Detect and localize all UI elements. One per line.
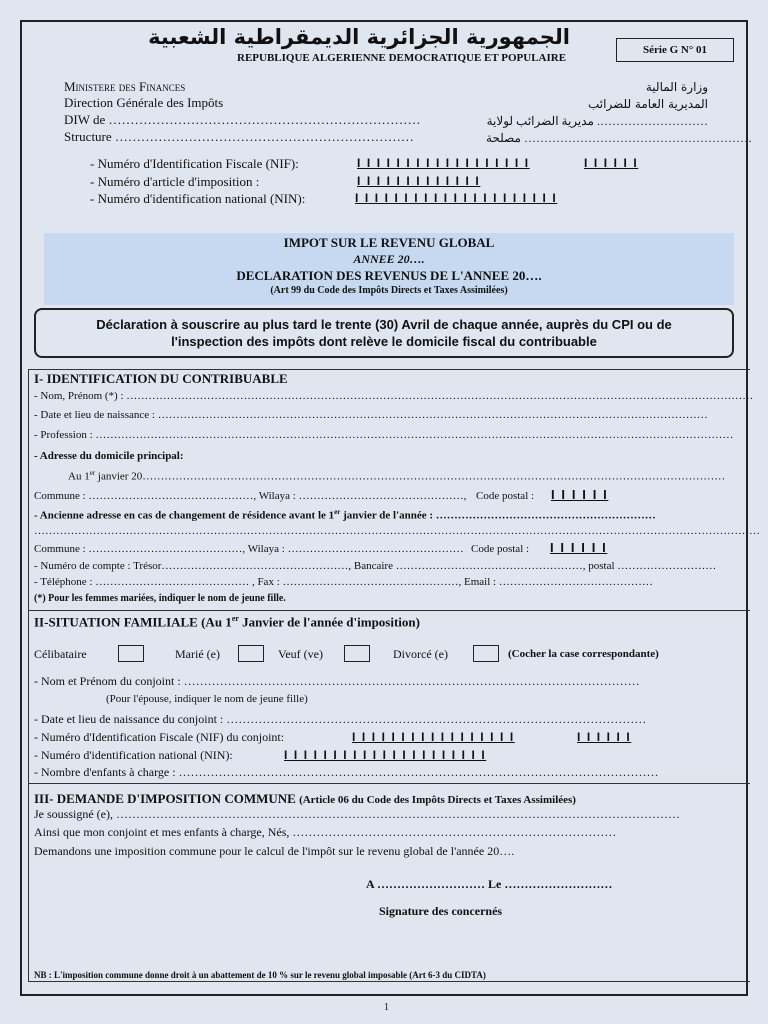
soussigne-field[interactable]: Je soussigné (e), …………………………………………………………………………………………………………………………… xyxy=(34,807,680,821)
commune-wilaya-1[interactable]: Commune : ………………………………………, Wilaya : ………………………………………, xyxy=(34,490,467,502)
conjoint-enfants-field[interactable]: Ainsi que mon conjoint et mes enfants à charge, Nés, ……………………………………………………………………… xyxy=(34,825,617,839)
marie-checkbox[interactable] xyxy=(238,645,264,662)
notice-box xyxy=(34,308,734,358)
diw-ar-text: ………………………. مديرية الضرائب لولاية xyxy=(486,114,708,128)
section3-heading xyxy=(34,791,576,807)
nif-conjoint-boxes-b[interactable]: I I I I I I xyxy=(577,730,632,744)
epouse-note: (Pour l'épouse, indiquer le nom de jeune fille) xyxy=(106,693,308,705)
serie-box: Série G N° 01 xyxy=(616,38,734,62)
ministry-fr: Ministere des Finances xyxy=(64,79,186,94)
notice-line1: Déclaration à souscrire au plus tard le trente (30) Avril de chaque année, auprès du CPI ou de xyxy=(96,317,672,332)
code-postal-label-1: Code postal : xyxy=(476,490,535,502)
structure-fr: Structure …………………………………………………………… xyxy=(64,129,414,144)
veuf-label: Veuf (ve) xyxy=(278,647,323,661)
femmes-note: (*) Pour les femmes mariées, indiquer le nom de jeune fille. xyxy=(34,593,286,604)
section-divider-1 xyxy=(28,610,750,611)
article-label: - Numéro d'article d'imposition : xyxy=(90,174,260,189)
adresse-au-field[interactable] xyxy=(68,469,725,483)
diw-fr: DIW de ……………………………………………………………… xyxy=(64,112,421,127)
ancienne-suffix: janvier de l'année : …………………………………………………… xyxy=(340,509,656,522)
nif-boxes-b[interactable]: I I I I I I xyxy=(584,156,639,170)
cocher-note: (Cocher la case correspondante) xyxy=(508,648,659,660)
nom-conjoint-field[interactable]: - Nom et Prénom du conjoint : …………………………………………………………………………………………………… xyxy=(34,674,640,688)
structure-ar-text: ………………………………………………… مصلحة xyxy=(486,131,752,145)
direction-ar: المديرية العامة للضرائب xyxy=(588,97,708,111)
au-sup: er xyxy=(89,469,96,477)
code-postal-boxes-1[interactable]: I I I I I I xyxy=(551,487,609,502)
section2-heading xyxy=(34,614,420,630)
veuf-checkbox[interactable] xyxy=(344,645,370,662)
section-divider-2 xyxy=(28,783,750,784)
naissance-conjoint-field[interactable]: - Date et lieu de naissance du conjoint : …………………………………………………………………………………………… xyxy=(34,712,647,726)
french-republic-title: REPUBLIQUE ALGERIENNE DEMOCRATIQUE ET POPULAIRE xyxy=(237,52,567,64)
signature-label: Signature des concernés xyxy=(379,904,503,918)
nin-conjoint-boxes[interactable]: I I I I I I I I I I I I I I I I I I I I I xyxy=(284,748,487,762)
ancienne-sup: er xyxy=(334,508,341,516)
nin-label: - Numéro d'identification national (NIN): xyxy=(90,191,306,206)
section3-heading-text: III- DEMANDE D'IMPOSITION COMMUNE xyxy=(34,791,296,806)
title-block xyxy=(44,233,734,305)
lieu-date-field[interactable]: A ……………………… Le ……………………… xyxy=(366,877,613,891)
nb-note: NB : L'imposition commune donne droit à un abattement de 10 % sur le revenu global imposable (Art 6-3 du CIDTA) xyxy=(34,970,486,980)
page-number: 1 xyxy=(384,1002,389,1013)
article-boxes[interactable]: I I I I I I I I I I I I I xyxy=(357,174,481,188)
celibataire-label: Célibataire xyxy=(34,647,87,661)
code-postal-label-2: Code postal : xyxy=(471,543,530,555)
code-postal-boxes-2[interactable]: I I I I I I xyxy=(550,540,608,555)
commune-wilaya-2[interactable]: Commune : ……………………………………, Wilaya : ………………………………………… xyxy=(34,543,464,555)
au-prefix: Au 1 xyxy=(68,470,90,483)
direction-fr: Direction Générale des Impôts xyxy=(64,95,224,110)
nif-conjoint-boxes-a[interactable]: I I I I I I I I I I I I I I I I I xyxy=(352,730,515,744)
title-line1: IMPOT SUR LE REVENU GLOBAL xyxy=(283,235,495,250)
nif-label: - Numéro d'Identification Fiscale (NIF): xyxy=(90,156,299,171)
demande-line: Demandons une imposition commune pour le calcul de l'impôt sur le revenu global de l'année 20…. xyxy=(34,844,515,858)
title-line4: (Art 99 du Code des Impôts Directs et Taxes Assimilées) xyxy=(270,285,508,296)
nif-conjoint-label: - Numéro d'Identification Fiscale (NIF) du conjoint: xyxy=(34,730,285,744)
numero-compte-field[interactable]: - Numéro de compte : Trésor……………………………………………, Bancaire ……………………………………………, postal ……………………… xyxy=(34,560,717,572)
section1-heading: I- IDENTIFICATION DU CONTRIBUABLE xyxy=(34,371,288,386)
section2-heading-sup: er xyxy=(231,614,239,623)
nif-boxes-a[interactable]: I I I I I I I I I I I I I I I I I I xyxy=(357,156,530,170)
profession-field[interactable]: - Profession : ………………………………………………………………………………………………………………………………………………………… xyxy=(34,429,734,441)
au-suffix: janvier 20…………………………………………………………………………………………………………………………………………… xyxy=(95,470,726,483)
divorce-checkbox[interactable] xyxy=(473,645,499,662)
marie-label: Marié (e) xyxy=(175,647,220,661)
nom-prenom-field[interactable]: - Nom, Prénom (*) : ……………………………………………………………………………………………………………………………………………………… xyxy=(34,390,754,402)
ministry-ar: وزارة المالية xyxy=(645,80,708,94)
naissance-field[interactable]: - Date et lieu de naissance : …………………………………………………………………………………………………………………………………… xyxy=(34,409,708,421)
ancienne-adresse-field[interactable] xyxy=(34,508,656,522)
notice-line2: l'inspection des impôts dont relève le domicile fiscal du contribuable xyxy=(171,334,597,349)
ancienne-adresse-dots[interactable]: ……………………………………………………………………………………………………………………………………………………………………………… xyxy=(34,525,760,537)
arabic-republic-title: الجمهورية الجزائرية الديمقراطية الشعبية xyxy=(148,25,570,49)
ancienne-prefix: - Ancienne adresse en cas de changement de résidence avant le 1 xyxy=(34,509,335,522)
divorce-label: Divorcé (e) xyxy=(393,647,448,661)
title-line2: ANNEE 20…. xyxy=(353,252,425,266)
section2-heading-prefix: II-SITUATION FAMILIALE (Au 1 xyxy=(34,614,232,630)
celibataire-checkbox[interactable] xyxy=(118,645,144,662)
structure-ar xyxy=(486,131,752,146)
telephone-fax-email-field[interactable]: - Téléphone : …………………………………… , Fax : …………………………………………, Email : …………………………………… xyxy=(34,576,653,588)
section2-heading-suffix: Janvier de l'année d'imposition) xyxy=(238,614,420,630)
nin-boxes[interactable]: I I I I I I I I I I I I I I I I I I I I I xyxy=(355,191,558,205)
diw-ar xyxy=(486,114,708,129)
section3-heading-ref: (Article 06 du Code des Impôts Directs et Taxes Assimilées) xyxy=(299,794,576,806)
adresse-label: - Adresse du domicile principal: xyxy=(34,450,184,462)
nin-conjoint-label: - Numéro d'identification national (NIN): xyxy=(34,748,233,762)
nombre-enfants-field[interactable]: - Nombre d'enfants à charge : ………………………………………………………………………………………………………… xyxy=(34,765,659,779)
title-line3: DECLARATION DES REVENUS DE L'ANNEE 20…. xyxy=(236,268,542,283)
